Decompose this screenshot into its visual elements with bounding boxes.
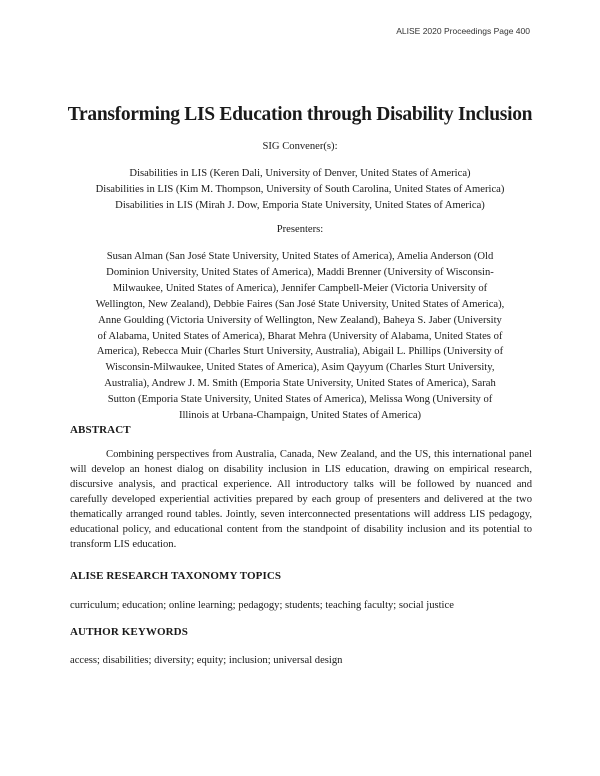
abstract-line: each group of presenters and delivered at the two thematically arranged round tables. Jointly,	[70, 494, 533, 520]
paper-title: Transforming LIS Education through Disability Inclusion	[67, 104, 533, 125]
author-keywords: access; disabilities; diversity; equity; inclusion; universal design	[70, 655, 343, 666]
abstract-heading: ABSTRACT	[70, 424, 131, 436]
abstract-line: seven interconnected presentations will address LIS pedagogy, educational policy, and	[70, 509, 532, 535]
presenters-label: Presenters:	[276, 224, 324, 235]
abstract-line: talks will be followed by nuanced and carefully developed experiential activities prepared by	[70, 479, 532, 505]
presenters-line: of Alabama, United States of America), Bharat Mehra (University of Alabama, United States of	[97, 330, 503, 342]
convener-line: Disabilities in LIS (Keren Dali, University of Denver, United States of America)	[129, 168, 471, 179]
convener-line: Disabilities in LIS (Mirah J. Dow, Emporia State University, United States of America)	[115, 200, 485, 211]
keywords-heading: AUTHOR KEYWORDS	[70, 626, 188, 638]
convener-line: Disabilities in LIS (Kim M. Thompson, University of South Carolina, United States of America)	[95, 184, 505, 195]
conveners-list	[70, 166, 530, 214]
presenters-line: Wisconsin-Milwaukee, United States of America), Asim Qayyum (Charles Sturt University,	[105, 362, 495, 374]
taxonomy-topics: curriculum; education; online learning; pedagogy; students; teaching faculty; social justice	[70, 600, 454, 611]
presenters-line: Illinois at Urbana-Champaign, United States of America)	[178, 410, 422, 422]
abstract-body	[70, 447, 532, 552]
abstract-line: education.	[132, 539, 177, 550]
sig-conveners-label: SIG Convener(s):	[262, 141, 338, 152]
presenters-line: Sutton (Emporia State University, United States of America), Melissa Wong (University of	[107, 394, 493, 406]
abstract-line: Combining perspectives from Australia, Canada, New Zealand, and the US, this	[106, 449, 450, 460]
abstract-line: educational content from the standpoint of disability inclusion and its potential to transform LIS	[70, 524, 532, 550]
presenters-line: Milwaukee, United States of America), Jennifer Campbell-Meier (Victoria University of	[112, 282, 488, 294]
presenters-line: Australia), Andrew J. M. Smith (Emporia State University, United States of America), Sarah	[104, 378, 496, 390]
abstract-line: drawing on empirical research, discursive analysis, and practical experience. All introductory	[70, 464, 532, 490]
presenters-line: Susan Alman (San José State University, United States of America), Amelia Anderson (Old	[106, 251, 494, 262]
presenters-list	[70, 249, 530, 424]
abstract-line: international panel will develop an honest dialog on disability inclusion in LIS education,	[70, 449, 532, 475]
presenters-line: Anne Goulding (Victoria University of Wellington, New Zealand), Baheya S. Jaber (University	[98, 314, 502, 326]
running-header: ALISE 2020 Proceedings Page 400	[396, 26, 530, 36]
taxonomy-heading: ALISE RESEARCH TAXONOMY TOPICS	[70, 570, 282, 582]
presenters-line: America), Rebecca Muir (Charles Sturt University, Australia), Abigail L. Phillips (University of	[96, 346, 504, 358]
presenters-line: Dominion University, United States of America), Maddi Brenner (University of Wisconsin-	[106, 266, 494, 278]
presenters-line: Wellington, New Zealand), Debbie Faires (San José State University, United States of America),	[95, 298, 505, 310]
